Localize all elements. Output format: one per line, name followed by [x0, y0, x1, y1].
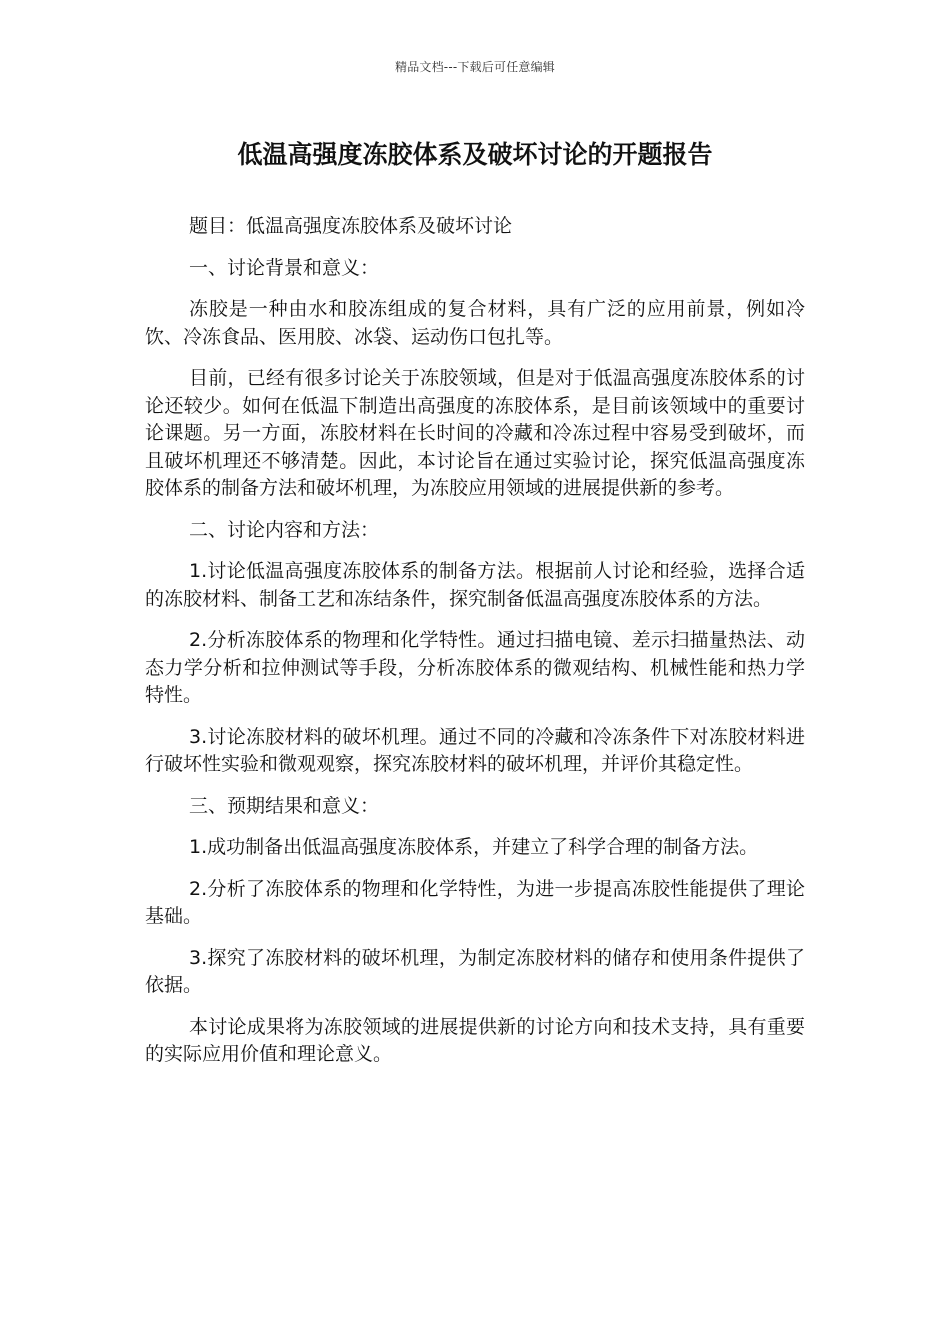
document-title: 低温高强度冻胶体系及破坏讨论的开题报告: [237, 140, 713, 169]
methods-item-1: 1.讨论低温高强度冻胶体系的制备方法。根据前人讨论和经验，选择合适的冻胶材料、制备工艺和冻结条件，探究制备低温高强度冻胶体系的方法。: [145, 560, 805, 610]
results-item-3: 3.探究了冻胶材料的破坏机理，为制定冻胶材料的储存和使用条件提供了依据。: [145, 946, 805, 996]
topic-line: 题目：低温高强度冻胶体系及破坏讨论: [189, 215, 513, 237]
section-heading-results: 三、预期结果和意义：: [189, 794, 380, 817]
conclusion-paragraph: 本讨论成果将为冻胶领域的进展提供新的讨论方向和技术支持，具有重要的实际应用价值和理论意义。: [145, 1015, 805, 1065]
section-heading-methods: 二、讨论内容和方法：: [189, 518, 380, 541]
background-paragraph-2: 目前，已经有很多讨论关于冻胶领域，但是对于低温高强度冻胶体系的讨论还较少。如何在低温下制造出高强度的冻胶体系，是目前该领域中的重要讨论课题。另一方面，冻胶材料在长时间的冷藏和冷冻过程中容易受到破坏，而且破坏机理还不够清楚。因此，本讨论旨在通过实验讨论，探究低温高强度冻胶体系的制备方法和破坏机理，为冻胶应用领域的进展提供新的参考。: [145, 367, 805, 499]
background-paragraph-1: 冻胶是一种由水和胶冻组成的复合材料，具有广泛的应用前景，例如冷饮、冷冻食品、医用胶、冰袋、运动伤口包扎等。: [145, 298, 805, 348]
section-heading-background: 一、讨论背景和意义：: [189, 256, 380, 279]
methods-item-3: 3.讨论冻胶材料的破坏机理。通过不同的冷藏和冷冻条件下对冻胶材料进行破坏性实验和微观观察，探究冻胶材料的破坏机理，并评价其稳定性。: [145, 725, 805, 775]
results-item-1: 1.成功制备出低温高强度冻胶体系，并建立了科学合理的制备方法。: [189, 836, 759, 858]
methods-item-2: 2.分析冻胶体系的物理和化学特性。通过扫描电镜、差示扫描量热法、动态力学分析和拉伸测试等手段，分析冻胶体系的微观结构、机械性能和热力学特性。: [145, 629, 805, 706]
results-item-2: 2.分析了冻胶体系的物理和化学特性，为进一步提高冻胶性能提供了理论基础。: [145, 877, 805, 927]
document-body: [145, 213, 805, 1083]
page-header: 精品文档---下载后可任意编辑: [395, 60, 555, 74]
